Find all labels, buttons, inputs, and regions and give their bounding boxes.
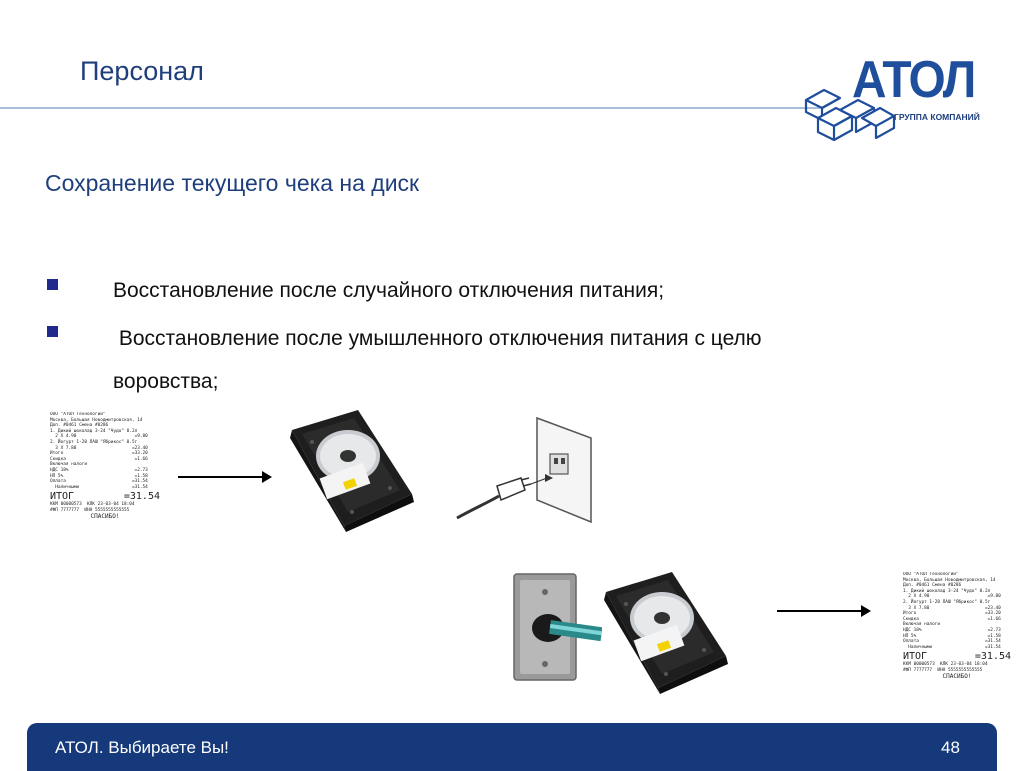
header-divider (0, 107, 820, 109)
receipt-line: Итого =33.20 (50, 451, 148, 457)
receipt-line: Москва, Большая Новодмитровская, 14 (903, 577, 996, 583)
hard-drive-image (288, 408, 418, 533)
receipt-line: 1. Дикий шоколад 3-24 "Чудо" 0.2л (903, 588, 991, 594)
bullet-text-2-line1: Восстановление после умышленного отключения питания с целю (113, 327, 762, 350)
receipt-thanks: СПАСИБО! (942, 672, 972, 680)
receipt-thanks: СПАСИБО! (90, 512, 120, 520)
receipt-total-value: =31.54 (123, 491, 160, 503)
hard-drive-image-2 (602, 570, 732, 695)
receipt-line: 2. Йогурт 1-20 ЛАШ "Ябрикос" 0.5г (50, 439, 138, 445)
bullet-text-2-line2: воровства; (113, 370, 219, 393)
receipt-total-label: ИТОГ (903, 651, 928, 663)
receipt-line: ООО "АТОЛ Технологии" (50, 412, 106, 417)
receipt-line: #ФП 7777777 ИНН 5555555555555 (50, 507, 130, 513)
receipt-line: Доп. #0461 Смена #0286 (50, 423, 109, 429)
arrow-right-icon-2 (777, 610, 869, 612)
section-subtitle: Сохранение текущего чека на диск (45, 170, 420, 196)
atol-logo-name: АТОЛ (852, 51, 975, 109)
footer-slogan: АТОЛ. Выбираете Вы! (55, 738, 229, 757)
receipt-line: Наличными =31.54 (50, 484, 148, 490)
receipt-total-label: ИТОГ (50, 491, 75, 503)
wall-socket-image (512, 572, 602, 682)
receipt-line: Наличными =31.54 (903, 644, 1001, 650)
atol-logo-tagline: ГРУППА КОМПАНИЙ (894, 112, 980, 122)
receipt-line: ККМ 00000573 КЛК 23-03-04 18:04 (903, 662, 988, 668)
arrow-right-icon (178, 476, 270, 478)
receipt-line: Оплата =31.54 (903, 639, 1001, 645)
receipt-line: Скидка =1.66 (903, 616, 1001, 622)
receipt-line: НДС 18% =2.73 (903, 627, 1001, 633)
receipt-line: 3 X 7.80 =23.40 (903, 605, 1001, 611)
page-number: 48 (941, 738, 960, 757)
bullet-marker-1 (47, 279, 58, 290)
receipt-line: 2. Йогурт 1-20 ЛАШ "Ябрикос" 0.5г (903, 599, 991, 605)
receipt-image-right (903, 572, 1011, 686)
receipt-total-value: =31.54 (974, 651, 1011, 663)
receipt-line: 2 X 4.90 =9.80 (50, 434, 148, 440)
power-plug-image (455, 416, 605, 526)
page-title: Персонал (80, 56, 204, 86)
receipt-line: Включая налоги (50, 462, 88, 468)
receipt-line: Доп. #0461 Смена #0286 (903, 583, 962, 589)
receipt-line: 3 X 7.80 =23.40 (50, 445, 148, 451)
bullet-marker-2 (47, 326, 58, 337)
receipt-line: 2 X 4.90 =9.80 (903, 594, 1001, 600)
bullet-text-1: Восстановление после случайного отключения питания; (113, 279, 665, 302)
receipt-line: Оплата =31.54 (50, 479, 148, 485)
receipt-line: #ФП 7777777 ИНН 5555555555555 (903, 667, 983, 673)
receipt-line: НП 5% =1.58 (50, 473, 148, 479)
receipt-line: Москва, Большая Новодмитровская, 14 (50, 417, 143, 423)
receipt-line: Скидка =1.66 (50, 456, 148, 462)
receipt-line: НП 5% =1.58 (903, 633, 1001, 639)
receipt-line: ККМ 00000573 КЛК 23-03-04 18:04 (50, 502, 135, 508)
receipt-line: НДС 18% =2.73 (50, 467, 148, 473)
receipt-line: ООО "АТОЛ Технологии" (903, 572, 959, 577)
receipt-image-left (50, 412, 160, 528)
receipt-line: Итого =33.20 (903, 611, 1001, 617)
receipt-line: 1. Дикий шоколад 3-24 "Чудо" 0.2л (50, 428, 138, 434)
receipt-line: Включая налоги (903, 622, 941, 628)
